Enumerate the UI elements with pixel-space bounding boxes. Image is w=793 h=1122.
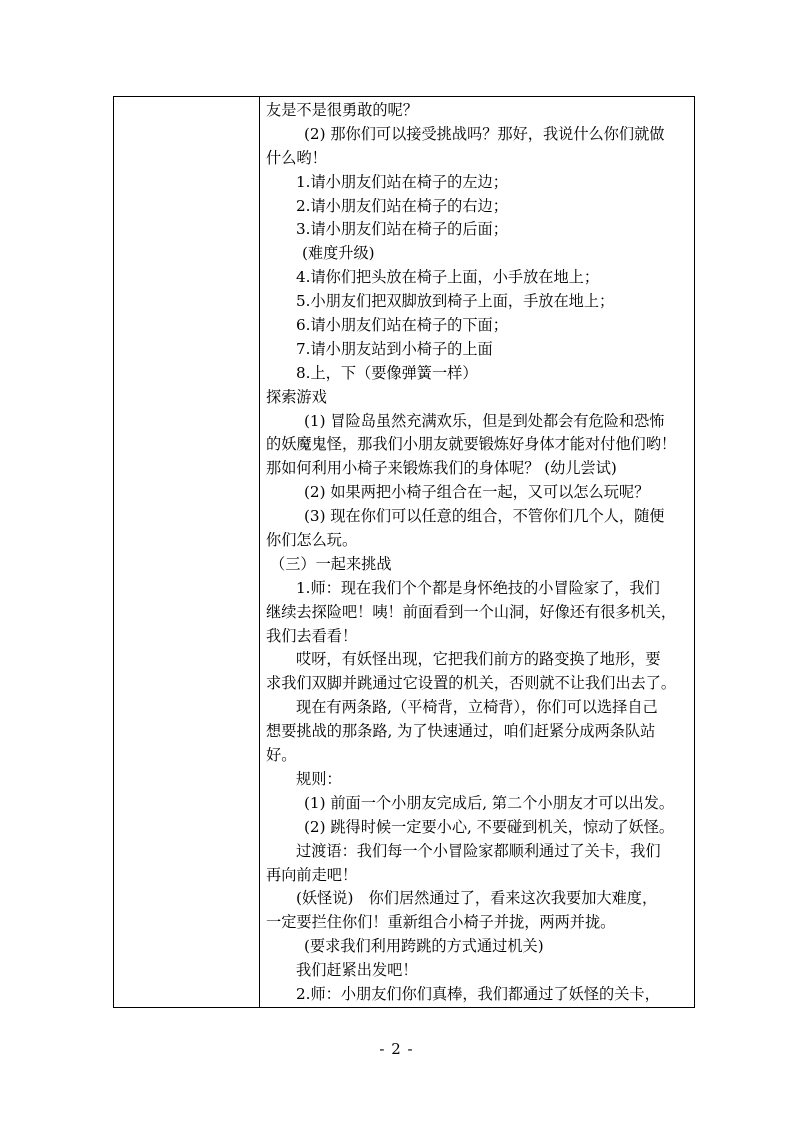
text-line: 友是不是很勇敢的呢？ [266, 101, 418, 119]
text-line: (1) 冒险岛虽然充满欢乐，但是到处都会有危险和恐怖 [304, 411, 665, 430]
text-line: (2) 跳得时候一定要小心, 不要碰到机关，惊动了妖怪。 [304, 817, 675, 836]
text-line: 3.请小朋友们站在椅子的后面； [296, 220, 508, 239]
text-line: 1.师：现在我们个个都是身怀绝技的小冒险家了，我们 [296, 578, 660, 597]
text-line: 什么哟！ [266, 148, 327, 167]
column-divider [259, 97, 260, 1007]
text-line: 2.师：小朋友们你们真棒，我们都通过了妖怪的关卡， [296, 984, 660, 1003]
text-line: 6.请小朋友们站在椅子的下面； [296, 316, 508, 335]
text-line: (妖怪说) 你们居然通过了，看来这次我要加大难度， [296, 889, 658, 908]
text-line: 5.小朋友们把双脚放到椅子上面，手放在地上； [296, 292, 615, 311]
text-line: (2) 如果两把小椅子组合在一起，又可以怎么玩呢？ [304, 483, 650, 502]
page-number: - 2 - [379, 1040, 414, 1058]
text-line: (2) 那你们可以接受挑战吗？那好，我说什么你们就做 [304, 124, 665, 143]
text-line: 过渡语：我们每一个小冒险家都顺利通过了关卡，我们 [296, 841, 661, 860]
text-line: 8.上，下（要像弹簧一样） [296, 363, 478, 382]
text-line: 继续去探险吧！咦！前面看到一个山洞，好像还有很多机关， [266, 602, 677, 621]
text-line: 1.请小朋友们站在椅子的左边； [296, 172, 508, 191]
text-line: (难度升级) [302, 244, 375, 263]
text-line: 2.请小朋友们站在椅子的右边； [296, 196, 508, 215]
lesson-content-cell [266, 99, 690, 1007]
text-line: 那如何利用小椅子来锻炼我们的身体呢？ (幼儿尝试) [266, 459, 617, 478]
text-line: 的妖魔鬼怪，那我们小朋友就要锻炼好身体才能对付他们哟！ [266, 435, 677, 454]
text-line: 你们怎么玩。 [266, 531, 358, 550]
text-line: 一定要拦住你们！重新组合小椅子并拢，两两并拢。 [266, 913, 616, 932]
text-line: 哎呀，有妖怪出现，它把我们前方的路变换了地形，要 [296, 650, 661, 669]
text-line: 7.请小朋友站到小椅子的上面 [296, 339, 493, 358]
text-line: (1) 前面一个小朋友完成后, 第二个小朋友才可以出发。 [304, 793, 675, 812]
text-line: 4.请你们把头放在椅子上面，小手放在地上； [296, 268, 600, 287]
text-line: (要求我们利用跨跳的方式通过机关) [304, 937, 544, 956]
text-line: 再向前走吧！ [266, 865, 358, 884]
text-line: 想要挑战的那条路, 为了快速通过，咱们赶紧分成两条队站 [266, 722, 656, 741]
text-line: 现在有两条路,（平椅背，立椅背），你们可以选择自己 [296, 698, 658, 717]
text-line: 规则： [296, 769, 342, 788]
text-line: 我们赶紧出发吧！ [296, 961, 418, 980]
lesson-table [113, 96, 695, 1008]
text-line: 探索游戏 [266, 387, 327, 406]
text-line: 好。 [266, 746, 297, 765]
text-line: (3) 现在你们可以任意的组合，不管你们几个人，随便 [304, 507, 665, 526]
text-line: 我们去看看！ [266, 626, 358, 645]
text-line: 求我们双脚并跳通过它设置的机关，否则就不让我们出去了。 [266, 674, 677, 693]
text-line: （三）一起来挑战 [270, 554, 392, 573]
